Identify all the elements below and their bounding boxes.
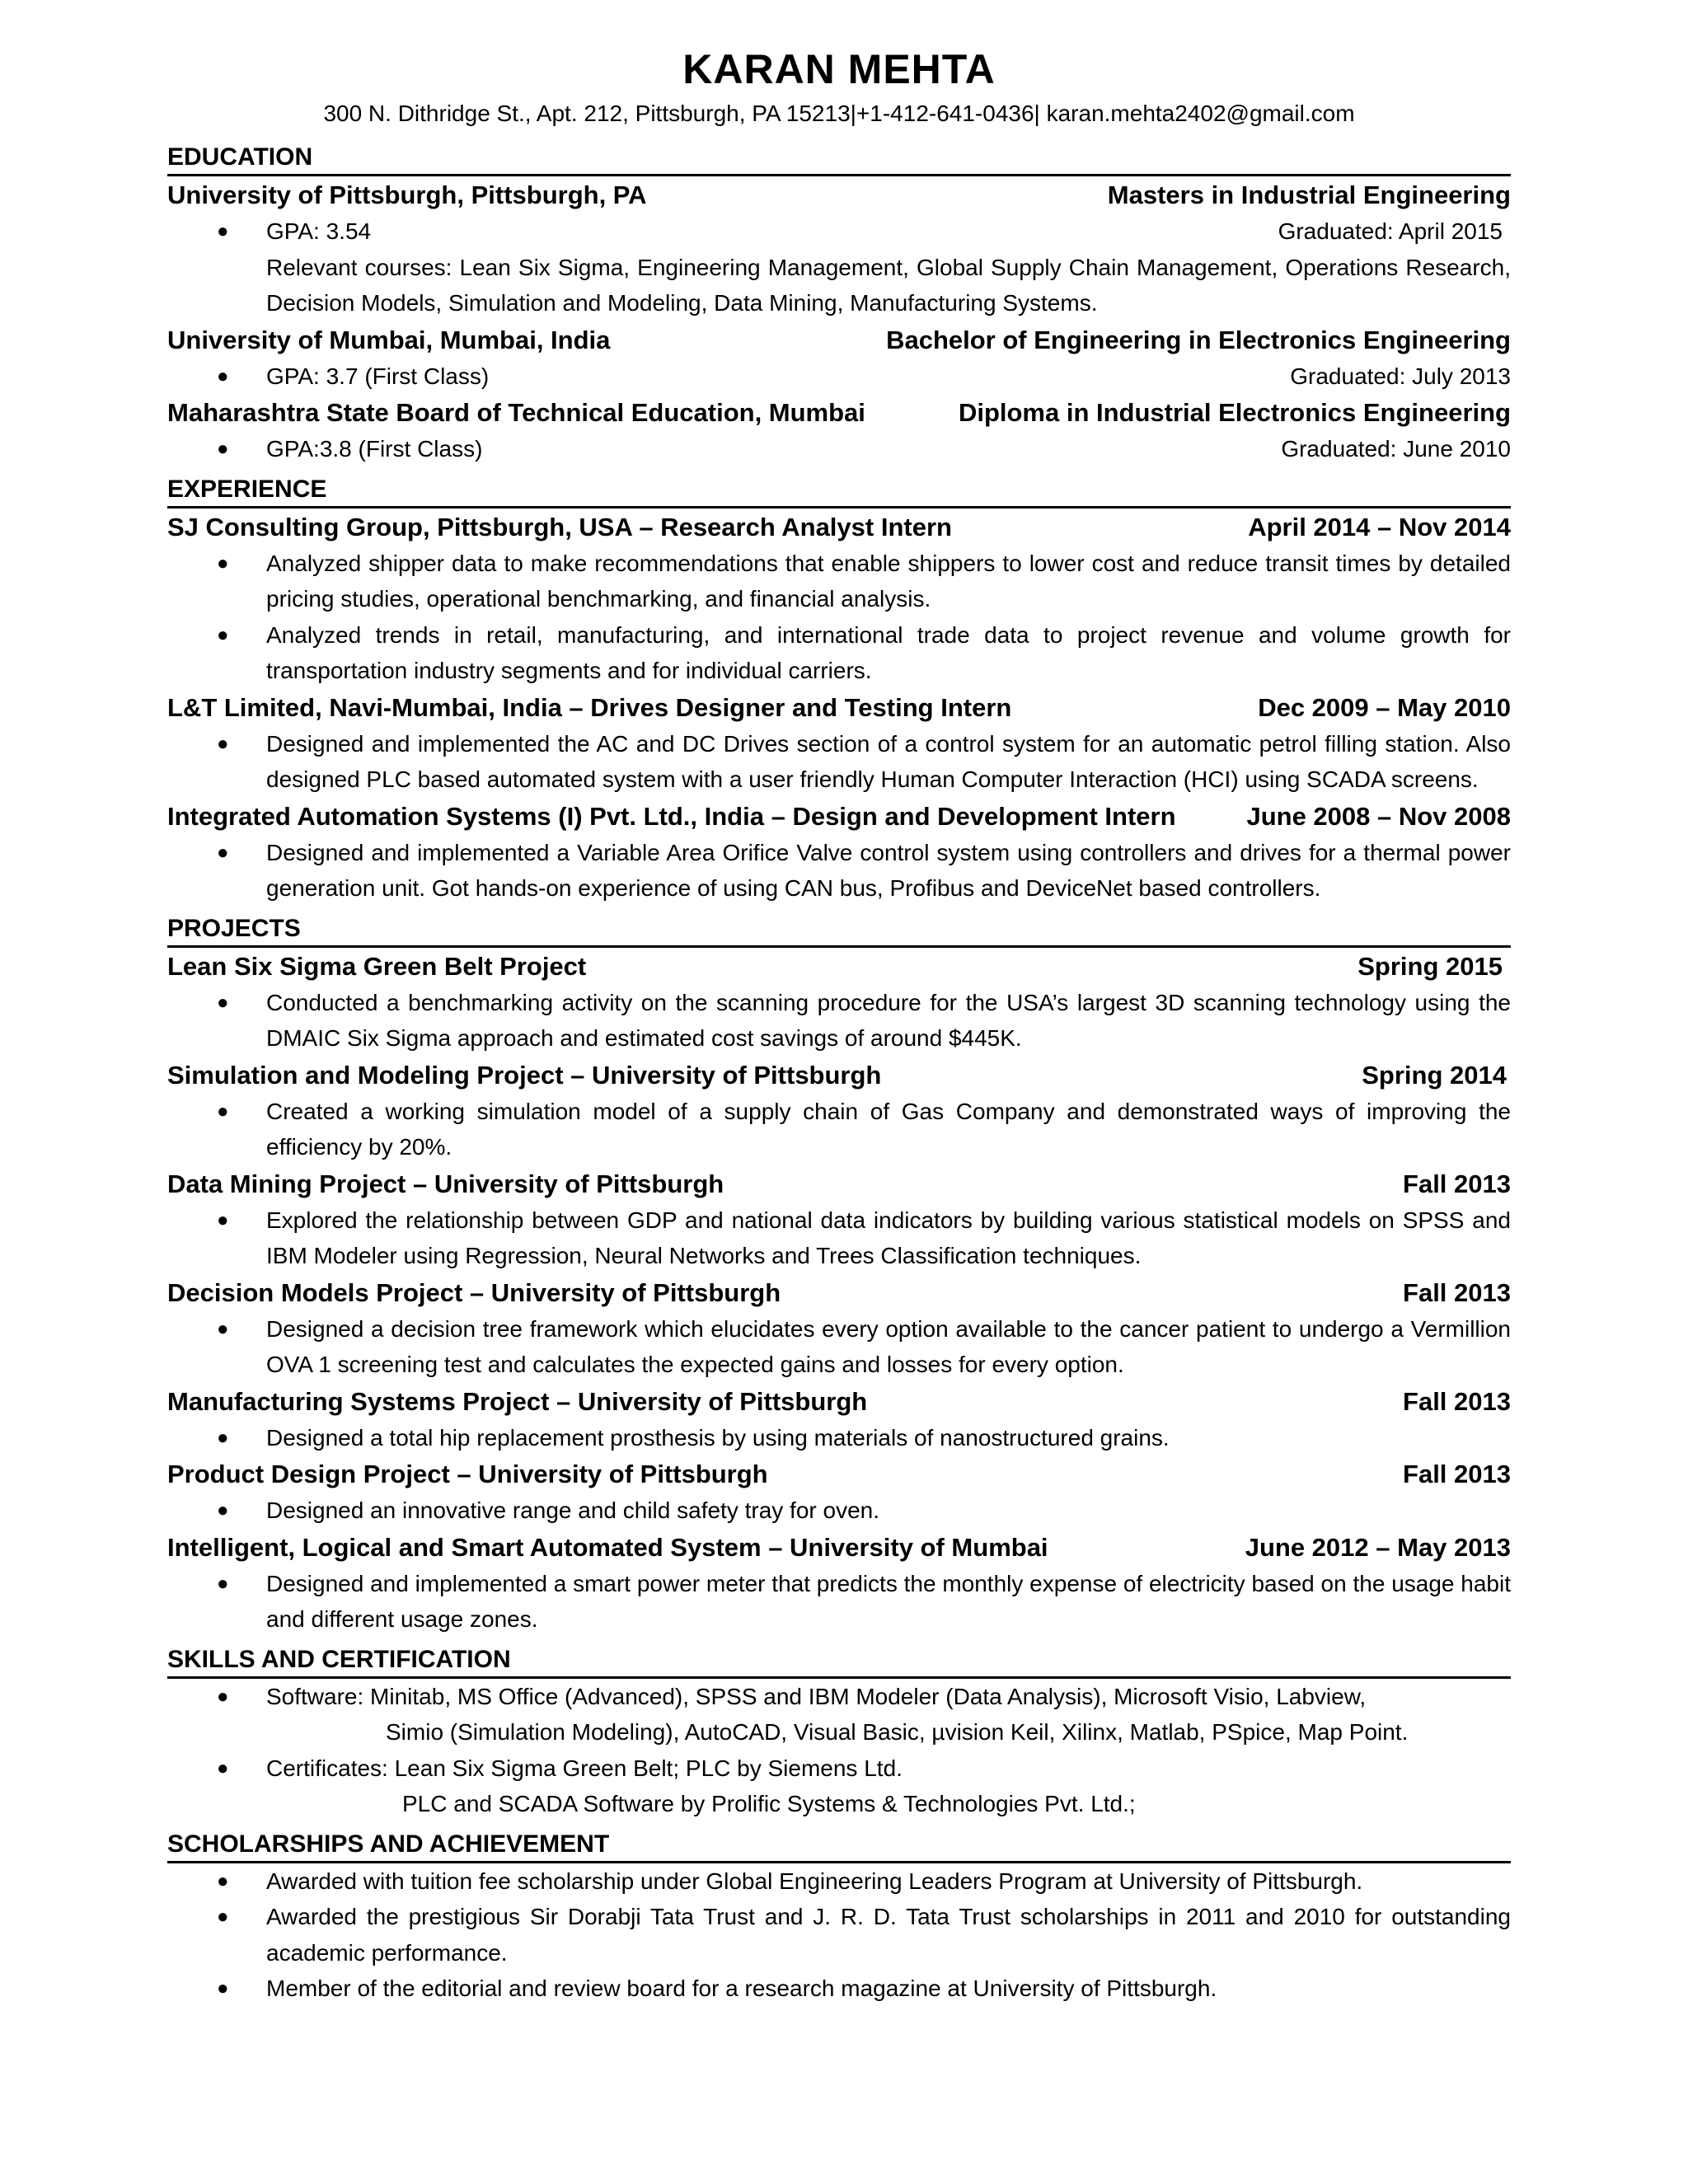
bullet-icon: ● xyxy=(217,1426,229,1449)
gpa-text: GPA: 3.7 (First Class) xyxy=(266,363,490,389)
project-entry-header xyxy=(167,948,1511,985)
education-entry-header xyxy=(167,176,1511,213)
list-item xyxy=(167,985,1511,1057)
project-title: Product Design Project – University of Pittsburgh xyxy=(167,1460,768,1488)
resume-content xyxy=(167,43,1511,2007)
list-item xyxy=(167,1750,1511,1787)
list-item xyxy=(167,359,1511,395)
project-dates: June 2012 – May 2013 xyxy=(1245,1532,1511,1562)
education-entry-header xyxy=(167,321,1511,359)
list-item xyxy=(167,726,1511,798)
job-dates: Dec 2009 – May 2010 xyxy=(1258,692,1511,722)
bullet-icon: ● xyxy=(217,551,229,574)
relevant-courses: Relevant courses: Lean Six Sigma, Engineering Management, Global Supply Chain Management, Operations Research, Decision Models, Simulation and Modeling, Data Mining, Manufacturing Systems. xyxy=(266,254,1511,316)
job-title: Integrated Automation Systems (I) Pvt. Ltd., India – Design and Development Intern xyxy=(167,801,1176,831)
bullet-icon: ● xyxy=(217,1317,229,1340)
contact-info: 300 N. Dithridge St., Apt. 212, Pittsburgh, PA 15213|+1-412-641-0436| karan.mehta2402@gmail.com xyxy=(323,101,1355,126)
degree-name: Bachelor of Engineering in Electronics Engineering xyxy=(886,325,1511,354)
project-title: Data Mining Project – University of Pittsburgh xyxy=(167,1169,724,1198)
bullet-text: Analyzed shipper data to make recommendations that enable shippers to lower cost and reduce transit times by detailed pricing studies, operational benchmarking, and financial analysis. xyxy=(266,550,1511,612)
project-entry-header xyxy=(167,1274,1511,1311)
list-item xyxy=(167,1311,1511,1383)
project-entry-header xyxy=(167,1057,1511,1094)
bullet-text: Awarded with tuition fee scholarship under Global Engineering Leaders Program at University of Pittsburgh. xyxy=(266,1868,1363,1894)
bullet-icon: ● xyxy=(217,1756,229,1779)
bullet-icon: ● xyxy=(217,991,229,1014)
section-heading-skills: SKILLS AND CERTIFICATION xyxy=(167,1644,1511,1679)
list-item xyxy=(167,546,1511,617)
list-item xyxy=(167,1679,1511,1715)
bullet-text: Designed a decision tree framework which elucidates every option available to the cancer patient to undergo a Vermillion OVA 1 screening test and calculates the expected gains and losses for every option. xyxy=(266,1315,1511,1377)
degree-name: Diploma in Industrial Electronics Engineering xyxy=(958,398,1511,427)
certificates-continued: PLC and SCADA Software by Prolific Systems & Technologies Pvt. Ltd.; xyxy=(402,1791,1136,1816)
project-dates: Fall 2013 xyxy=(1403,1460,1511,1488)
experience-entry-header xyxy=(167,798,1511,835)
project-title: Simulation and Modeling Project – University of Pittsburgh xyxy=(167,1060,882,1090)
project-dates: Fall 2013 xyxy=(1403,1277,1511,1307)
bullet-text: Created a working simulation model of a supply chain of Gas Company and demonstrated ways of improving the efficiency by 20%. xyxy=(266,1098,1511,1160)
job-dates: June 2008 – Nov 2008 xyxy=(1246,801,1511,831)
school-name: University of Mumbai, Mumbai, India xyxy=(167,325,611,354)
education-entry-header xyxy=(167,394,1511,431)
list-item xyxy=(167,1420,1511,1456)
school-name: University of Pittsburgh, Pittsburgh, PA xyxy=(167,180,647,209)
bullet-text: Analyzed trends in retail, manufacturing, and international trade data to project revenue and volume growth for transportation industry segments and for individual carriers. xyxy=(266,621,1511,683)
section-heading-experience: EXPERIENCE xyxy=(167,474,1511,509)
bullet-icon: ● xyxy=(217,1208,229,1231)
bullet-icon: ● xyxy=(217,1572,229,1595)
bullet-icon: ● xyxy=(217,841,229,864)
bullet-text: Designed and implemented a Variable Area Orifice Valve control system using controllers and drives for a thermal power generation unit. Got hands-on experience of using CAN bus, Profibus and DeviceNet based controllers. xyxy=(266,839,1511,901)
experience-entry-header xyxy=(167,689,1511,726)
bullet-text: Explored the relationship between GDP and national data indicators by building various statistical models on SPSS and IBM Modeler using Regression, Neural Networks and Trees Classification techniques. xyxy=(266,1207,1511,1268)
list-item xyxy=(167,1094,1511,1165)
list-item xyxy=(167,1899,1511,1971)
list-item xyxy=(167,1971,1511,2007)
project-dates: Spring 2015 xyxy=(1357,951,1503,981)
list-item xyxy=(167,617,1511,689)
school-name: Maharashtra State Board of Technical Education, Mumbai xyxy=(167,398,865,427)
bullet-text: Designed an innovative range and child safety tray for oven. xyxy=(266,1497,880,1523)
section-heading-scholarships: SCHOLARSHIPS AND ACHIEVEMENT xyxy=(167,1829,1511,1863)
certificates: Certificates: Lean Six Sigma Green Belt; PLC by Siemens Ltd. xyxy=(266,1755,903,1781)
list-item xyxy=(167,1863,1511,1900)
bullet-icon: ● xyxy=(217,1499,229,1521)
bullet-text: Designed and implemented a smart power meter that predicts the monthly expense of electricity based on the usage habit and different usage zones. xyxy=(266,1570,1511,1632)
graduation-date: Graduated: June 2010 xyxy=(1281,436,1511,462)
software-skills: Software: Minitab, MS Office (Advanced), SPSS and IBM Modeler (Data Analysis), Microsoft Visio, Labview, xyxy=(266,1683,1367,1709)
job-title: SJ Consulting Group, Pittsburgh, USA – Research Analyst Intern xyxy=(167,512,952,541)
graduation-date: Graduated: July 2013 xyxy=(1290,363,1511,389)
software-skills-continued: Simio (Simulation Modeling), AutoCAD, Visual Basic, µvision Keil, Xilinx, Matlab, PSpice, Map Point. xyxy=(386,1719,1409,1745)
list-item xyxy=(167,1202,1511,1274)
project-dates: Fall 2013 xyxy=(1403,1386,1511,1416)
bullet-text: Designed and implemented the AC and DC Drives section of a control system for an automatic petrol filling station. Also designed PLC based automated system with a user friendly Human Computer Interaction (HCI) using SCADA screens. xyxy=(266,730,1511,792)
bullet-text: Designed a total hip replacement prosthesis by using materials of nanostructured grains. xyxy=(266,1424,1170,1451)
bullet-icon: ● xyxy=(217,1905,229,1928)
section-heading-education: EDUCATION xyxy=(167,142,1511,176)
candidate-name: KARAN MEHTA xyxy=(682,46,996,92)
project-title: Decision Models Project – University of Pittsburgh xyxy=(167,1277,781,1307)
list-item xyxy=(167,1566,1511,1638)
project-entry-header xyxy=(167,1529,1511,1566)
bullet-icon: ● xyxy=(217,1099,229,1122)
job-dates: April 2014 – Nov 2014 xyxy=(1248,512,1511,541)
gpa-text: GPA:3.8 (First Class) xyxy=(266,436,483,462)
project-entry-header xyxy=(167,1165,1511,1202)
gpa-text: GPA: 3.54 xyxy=(266,218,372,244)
project-dates: Spring 2014 xyxy=(1362,1060,1507,1090)
project-entry-header xyxy=(167,1455,1511,1493)
bullet-text: Conducted a benchmarking activity on the scanning procedure for the USA’s largest 3D scanning technology using the DMAIC Six Sigma approach and estimated cost savings of around $445K. xyxy=(266,989,1511,1051)
project-dates: Fall 2013 xyxy=(1403,1169,1511,1198)
experience-entry-header xyxy=(167,509,1511,546)
job-title: L&T Limited, Navi-Mumbai, India – Drives Designer and Testing Intern xyxy=(167,692,1012,722)
section-heading-projects: PROJECTS xyxy=(167,913,1511,948)
project-title: Manufacturing Systems Project – University of Pittsburgh xyxy=(167,1386,868,1416)
project-entry-header xyxy=(167,1383,1511,1420)
bullet-icon: ● xyxy=(217,364,229,387)
bullet-icon: ● xyxy=(217,732,229,755)
project-title: Intelligent, Logical and Smart Automated System – University of Mumbai xyxy=(167,1532,1048,1562)
bullet-icon: ● xyxy=(217,623,229,646)
list-item xyxy=(167,213,1511,250)
project-title: Lean Six Sigma Green Belt Project xyxy=(167,951,587,981)
list-item xyxy=(167,1493,1511,1529)
bullet-icon: ● xyxy=(217,1869,229,1892)
list-item xyxy=(167,431,1511,467)
list-item xyxy=(167,835,1511,907)
degree-name: Masters in Industrial Engineering xyxy=(1107,180,1511,209)
bullet-icon: ● xyxy=(217,1685,229,1708)
bullet-icon: ● xyxy=(217,1977,229,1999)
bullet-text: Awarded the prestigious Sir Dorabji Tata Trust and J. R. D. Tata Trust scholarships in 2011 and 2010 for outstanding academic performance. xyxy=(266,1904,1511,1966)
bullet-text: Member of the editorial and review board for a research magazine at University of Pittsburgh. xyxy=(266,1975,1217,2001)
graduation-date: Graduated: April 2015 xyxy=(1278,218,1503,244)
bullet-icon: ● xyxy=(217,220,229,242)
bullet-icon: ● xyxy=(217,438,229,460)
